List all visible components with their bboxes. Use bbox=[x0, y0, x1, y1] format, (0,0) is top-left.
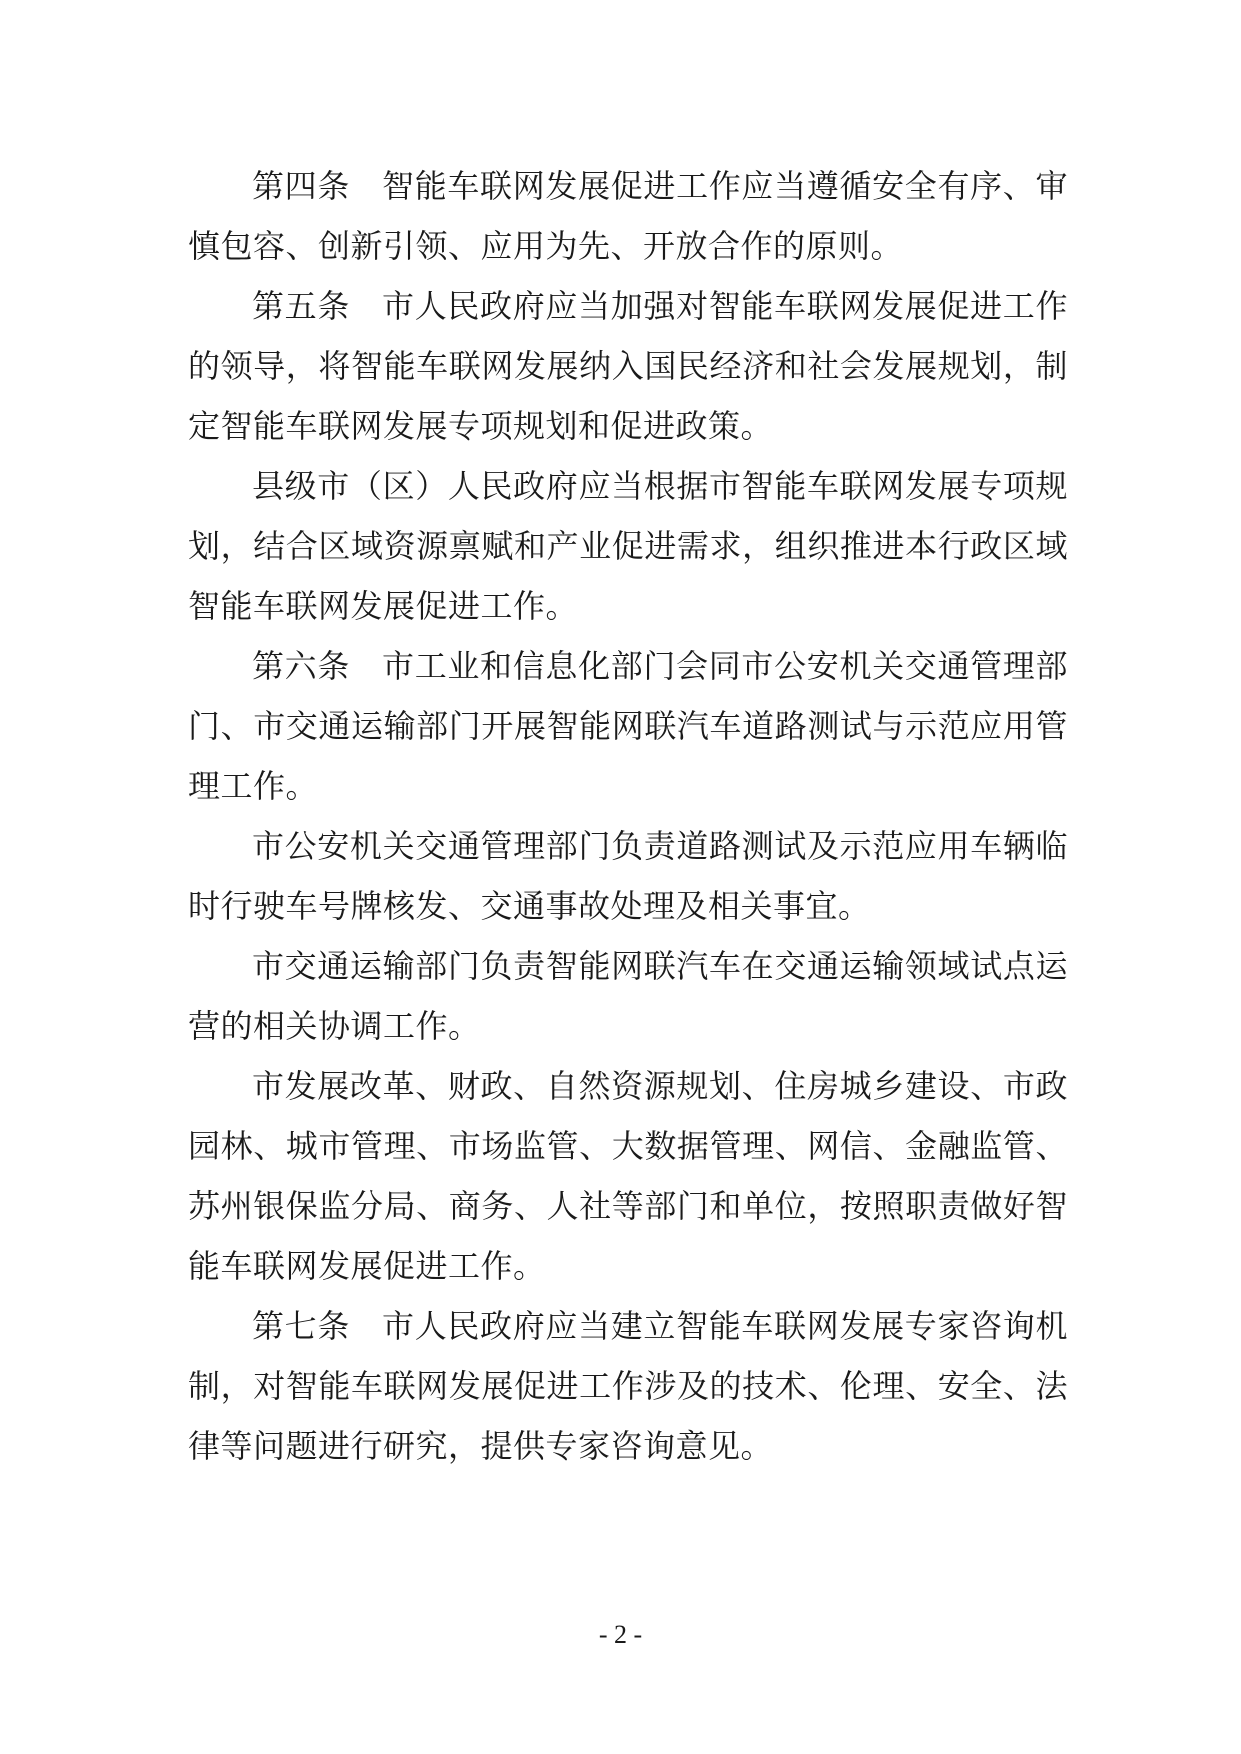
paragraph-article-5-county bbox=[188, 456, 1068, 636]
paragraph-text: 市人民政府应当加强对智能车联网发展促进工作的领导，将智能车联网发展纳入国民经济和社会发展规划，制定智能车联网发展专项规划和促进政策。 bbox=[188, 287, 1068, 445]
paragraph-article-6-police bbox=[188, 816, 1068, 936]
page-number: - 2 - bbox=[598, 1620, 643, 1649]
paragraph-article-4 bbox=[188, 156, 1068, 276]
paragraph-article-6-departments bbox=[188, 1056, 1068, 1296]
paragraph-text: 市交通运输部门负责智能网联汽车在交通运输领域试点运营的相关协调工作。 bbox=[188, 947, 1068, 1045]
paragraph-text: 市发展改革、财政、自然资源规划、住房城乡建设、市政园林、城市管理、市场监管、大数据管理、网信、金融监管、苏州银保监分局、商务、人社等部门和单位，按照职责做好智能车联网发展促进工作。 bbox=[188, 1067, 1068, 1285]
paragraph-text: 智能车联网发展促进工作应当遵循安全有序、审慎包容、创新引领、应用为先、开放合作的原则。 bbox=[188, 167, 1068, 265]
paragraph-article-6-transport bbox=[188, 936, 1068, 1056]
paragraph-text: 县级市（区）人民政府应当根据市智能车联网发展专项规划，结合区域资源禀赋和产业促进需求，组织推进本行政区域智能车联网发展促进工作。 bbox=[188, 467, 1068, 625]
article-number: 第四条 bbox=[252, 167, 351, 205]
document-body bbox=[188, 156, 1068, 1476]
paragraph-article-6 bbox=[188, 636, 1068, 816]
paragraph-text: 市工业和信息化部门会同市公安机关交通管理部门、市交通运输部门开展智能网联汽车道路测试与示范应用管理工作。 bbox=[188, 647, 1068, 805]
paragraph-text: 市公安机关交通管理部门负责道路测试及示范应用车辆临时行驶车号牌核发、交通事故处理及相关事宜。 bbox=[188, 827, 1068, 925]
paragraph-article-7 bbox=[188, 1296, 1068, 1476]
paragraph-text: 市人民政府应当建立智能车联网发展专家咨询机制，对智能车联网发展促进工作涉及的技术、伦理、安全、法律等问题进行研究，提供专家咨询意见。 bbox=[188, 1307, 1068, 1465]
article-number: 第五条 bbox=[252, 287, 351, 325]
article-number: 第六条 bbox=[252, 647, 351, 685]
article-number: 第七条 bbox=[252, 1307, 351, 1345]
paragraph-article-5 bbox=[188, 276, 1068, 456]
